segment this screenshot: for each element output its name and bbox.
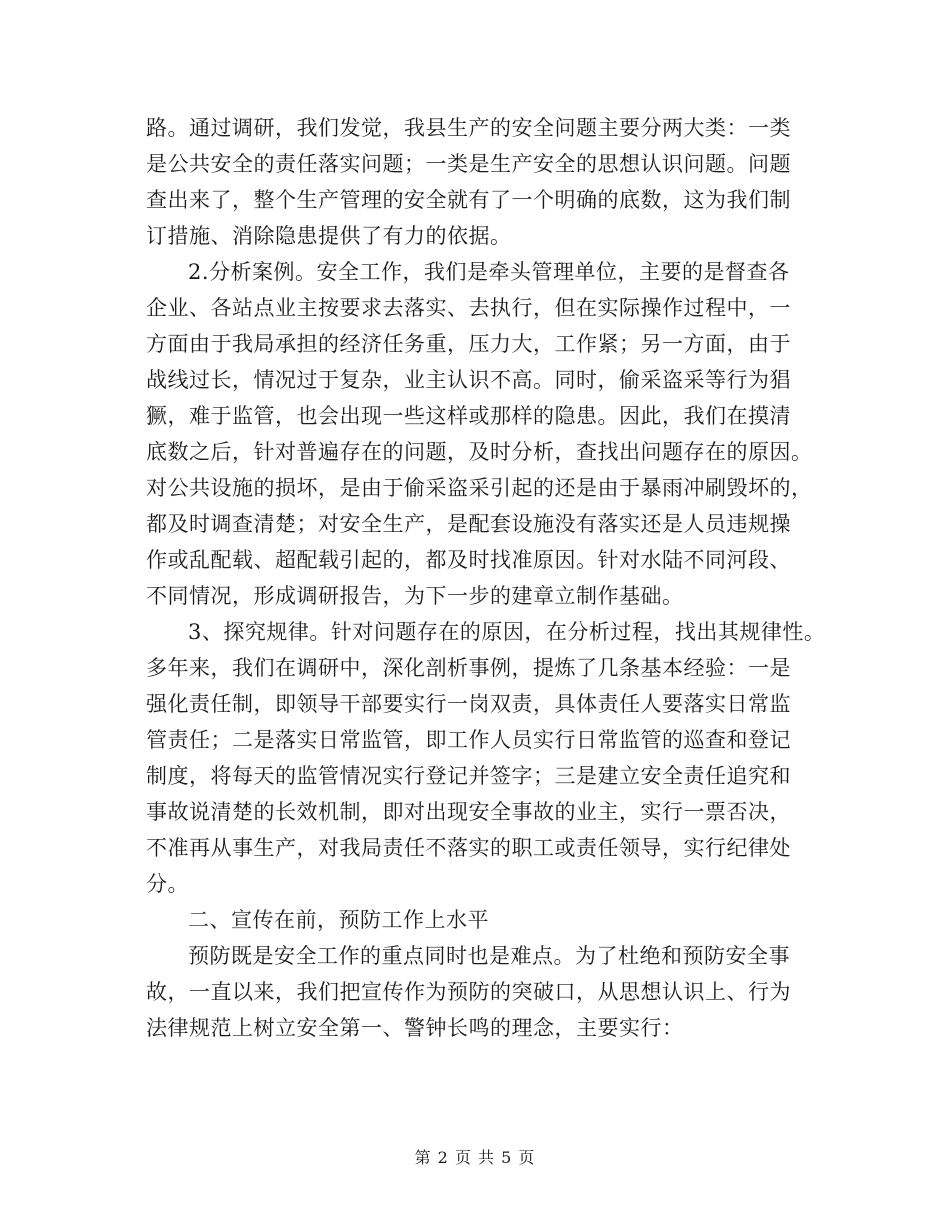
body-text-line: 分。 bbox=[146, 872, 189, 896]
body-text-line: 方面由于我局承担的经济任务重，压力大，工作紧；另一方面，由于 bbox=[146, 332, 791, 356]
body-text-line: 都及时调查清楚；对安全生产，是配套设施没有落实还是人员违规操 bbox=[146, 512, 791, 536]
body-text-line: 路。通过调研，我们发觉，我县生产的安全问题主要分两大类：一类 bbox=[146, 116, 791, 140]
body-text-line: 订措施、消除隐患提供了有力的依据。 bbox=[146, 224, 512, 248]
body-text-line: 不准再从事生产，对我局责任不落实的职工或责任领导，实行纪律处 bbox=[146, 836, 791, 860]
paragraph-start-line: 预防既是安全工作的重点同时也是难点。为了杜绝和预防安全事 bbox=[188, 944, 790, 968]
section-heading: 二、宣传在前，预防工作上水平 bbox=[188, 908, 489, 932]
paragraph-start-line: 3、探究规律。针对问题存在的原因，在分析过程，找出其规律性。 bbox=[188, 620, 826, 644]
body-text-line: 多年来，我们在调研中，深化剖析事例，提炼了几条基本经验：一是 bbox=[146, 656, 791, 680]
body-text-line: 制度，将每天的监管情况实行登记并签字；三是建立安全责任追究和 bbox=[146, 764, 791, 788]
body-text-line: 法律规范上树立安全第一、警钟长鸣的理念，主要实行： bbox=[146, 1016, 684, 1040]
paragraph-start-line: 2.分析案例。安全工作，我们是牵头管理单位，主要的是督查各 bbox=[188, 260, 790, 284]
body-text-line: 獗，难于监管，也会出现一些这样或那样的隐患。因此，我们在摸清 bbox=[146, 404, 791, 428]
body-text-line: 事故说清楚的长效机制，即对出现安全事故的业主，实行一票否决， bbox=[146, 800, 791, 824]
body-text-line: 是公共安全的责任落实问题；一类是生产安全的思想认识问题。问题 bbox=[146, 152, 791, 176]
body-text-line: 战线过长，情况过于复杂，业主认识不高。同时，偷采盗采等行为猖 bbox=[146, 368, 791, 392]
body-text-line: 查出来了，整个生产管理的安全就有了一个明确的底数，这为我们制 bbox=[146, 188, 791, 212]
body-text-line: 底数之后，针对普遍存在的问题，及时分析，查找出问题存在的原因。 bbox=[146, 440, 813, 464]
body-text-line: 企业、各站点业主按要求去落实、去执行，但在实际操作过程中，一 bbox=[146, 296, 791, 320]
body-text-line: 对公共设施的损坏，是由于偷采盗采引起的还是由于暴雨冲刷毁坏的， bbox=[146, 476, 813, 500]
body-text-line: 管责任；二是落实日常监管，即工作人员实行日常监管的巡查和登记 bbox=[146, 728, 791, 752]
body-text-line: 强化责任制，即领导干部要实行一岗双责，具体责任人要落实日常监 bbox=[146, 692, 791, 716]
body-text-line: 不同情况，形成调研报告，为下一步的建章立制作基础。 bbox=[146, 584, 684, 608]
body-text-line: 故，一直以来，我们把宣传作为预防的突破口，从思想认识上、行为 bbox=[146, 980, 791, 1004]
body-text-line: 作或乱配载、超配载引起的，都及时找准原因。针对水陆不同河段、 bbox=[146, 548, 791, 572]
page-number-footer: 第 2 页 共 5 页 bbox=[414, 1148, 536, 1167]
